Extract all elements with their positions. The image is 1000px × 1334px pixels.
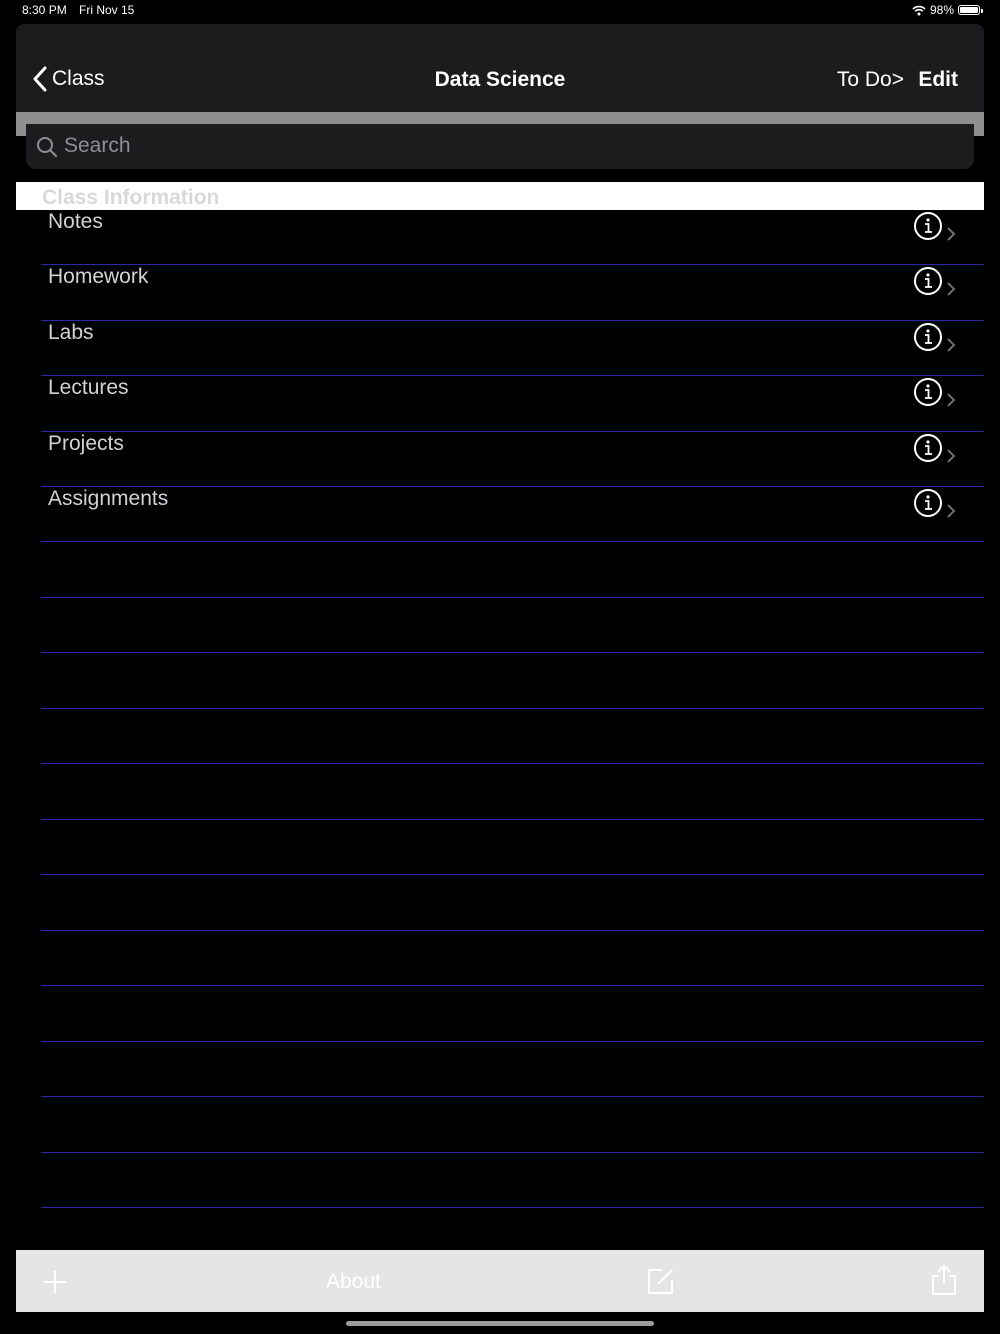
list-item-label: Labs xyxy=(48,321,94,344)
search-input[interactable] xyxy=(64,132,944,160)
info-icon[interactable] xyxy=(913,377,943,407)
empty-row-separator xyxy=(41,819,984,820)
empty-row-separator xyxy=(41,1152,984,1153)
status-date: Fri Nov 15 xyxy=(79,3,135,17)
empty-row-separator xyxy=(41,1041,984,1042)
info-icon[interactable] xyxy=(913,433,943,463)
list-item-assignments[interactable] xyxy=(16,487,984,542)
navigation-bar xyxy=(16,24,984,112)
empty-row-separator xyxy=(41,1207,984,1208)
plus-icon[interactable] xyxy=(42,1269,68,1295)
info-icon[interactable] xyxy=(913,322,943,352)
chevron-right-icon xyxy=(945,225,957,243)
search-icon xyxy=(36,136,58,158)
chevron-right-icon xyxy=(945,447,957,465)
section-header-label: Class Information xyxy=(42,186,220,209)
list-item-notes[interactable] xyxy=(16,210,984,265)
list-item-lectures[interactable] xyxy=(16,376,984,431)
empty-row-separator xyxy=(41,652,984,653)
home-indicator[interactable] xyxy=(346,1321,654,1326)
empty-row-separator xyxy=(41,763,984,764)
edit-button[interactable]: Edit xyxy=(918,68,958,91)
empty-row-separator xyxy=(41,874,984,875)
list-item-label: Lectures xyxy=(48,376,129,399)
share-icon[interactable] xyxy=(930,1264,958,1296)
todo-button[interactable]: To Do> xyxy=(836,68,904,91)
list-item-label: Homework xyxy=(48,265,149,288)
section-header xyxy=(16,182,984,210)
chevron-right-icon xyxy=(945,502,957,520)
chevron-right-icon xyxy=(945,336,957,354)
empty-row-separator xyxy=(41,708,984,709)
chevron-right-icon xyxy=(945,280,957,298)
wifi-icon xyxy=(912,5,926,16)
status-time: 8:30 PM xyxy=(22,3,67,17)
back-button-label: Class xyxy=(52,67,105,90)
empty-row-separator xyxy=(41,930,984,931)
chevron-right-icon xyxy=(945,391,957,409)
info-icon[interactable] xyxy=(913,266,943,296)
about-button[interactable]: About xyxy=(326,1270,381,1293)
status-indicators xyxy=(912,3,980,17)
list-item-label: Notes xyxy=(48,210,103,233)
list-item-label: Assignments xyxy=(48,487,169,510)
info-icon[interactable] xyxy=(913,211,943,241)
list-item-homework[interactable] xyxy=(16,265,984,320)
list-item-label: Projects xyxy=(48,432,124,455)
page-title: Data Science xyxy=(434,68,566,91)
status-bar xyxy=(0,0,1000,22)
row-separator xyxy=(41,541,984,542)
list-item-labs[interactable] xyxy=(16,321,984,376)
empty-row-separator xyxy=(41,1096,984,1097)
battery-percent: 98% xyxy=(929,3,954,17)
bottom-toolbar xyxy=(16,1250,984,1312)
empty-row-separator xyxy=(41,985,984,986)
list-item-projects[interactable] xyxy=(16,432,984,487)
info-icon[interactable] xyxy=(913,488,943,518)
search-bar xyxy=(26,124,974,169)
empty-row-separator xyxy=(41,597,984,598)
battery-icon xyxy=(958,5,980,15)
compose-icon[interactable] xyxy=(646,1266,676,1296)
